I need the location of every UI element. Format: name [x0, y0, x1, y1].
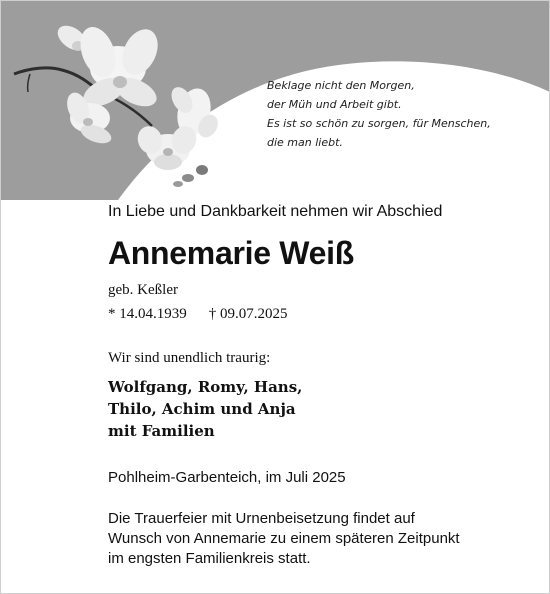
orchid-flower-image [0, 0, 240, 200]
poem-line: der Müh und Arbeit gibt. [267, 98, 402, 111]
place-date: Pohlheim-Garbenteich, im Juli 2025 [108, 469, 346, 486]
farewell-intro: In Liebe und Dankbarkeit nehmen wir Abschied [108, 203, 443, 220]
funeral-notice-line: im engsten Familienkreis statt. [108, 550, 311, 567]
mourners-line: Thilo, Achim und Anja [108, 400, 296, 418]
poem-verse [267, 76, 491, 152]
funeral-notice-line: Die Trauerfeier mit Urnenbeisetzung findet auf [108, 510, 415, 527]
mourners-line: mit Familien [108, 422, 215, 440]
mourners-line: Wolfgang, Romy, Hans, [108, 378, 303, 396]
mourners-list [108, 376, 302, 442]
birth-date: * 14.04.1939 [108, 306, 187, 322]
poem-line: Es ist so schön zu sorgen, für Menschen, [267, 117, 491, 130]
funeral-notice-line: Wunsch von Annemarie zu einem späteren Zeitpunkt [108, 530, 460, 547]
funeral-notice [108, 509, 460, 569]
poem-line: Beklage nicht den Morgen, [267, 79, 415, 92]
deceased-name: Annemarie Weiß [108, 235, 354, 271]
birth-name: geb. Keßler [108, 282, 178, 298]
death-date: † 09.07.2025 [208, 306, 288, 322]
poem-line: die man liebt. [267, 136, 343, 149]
life-dates [108, 306, 288, 323]
mourners-intro: Wir sind unendlich traurig: [108, 350, 271, 366]
